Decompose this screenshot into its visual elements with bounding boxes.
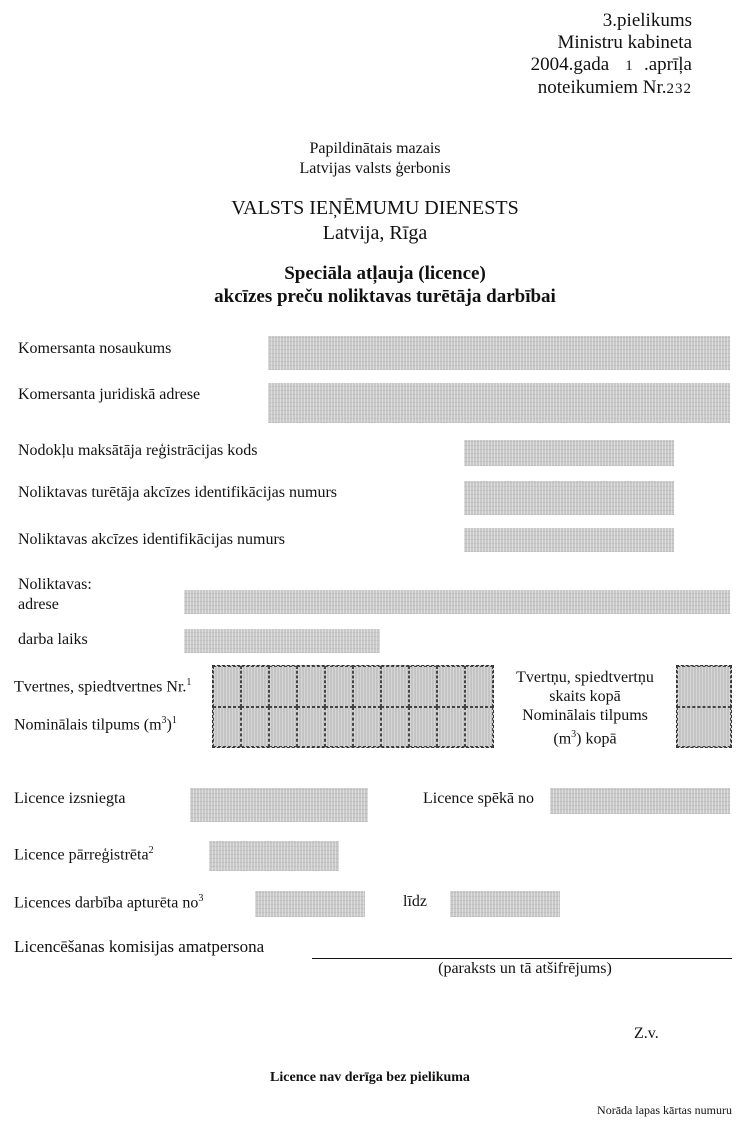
volume-cell (381, 707, 409, 748)
volume-cell (297, 707, 325, 748)
volume-cell (353, 707, 381, 748)
holder-id-label: Noliktavas turētāja akcīzes identifikācijas numurs (18, 484, 337, 501)
tank-cell (213, 666, 241, 707)
issued-field (190, 788, 368, 822)
volume-cell (241, 707, 269, 748)
until-label: līdz (403, 893, 427, 910)
suspended-from-field (255, 891, 365, 917)
tank-cell (465, 666, 493, 707)
signature-caption: (paraksts un tā atšifrējums) (438, 960, 612, 977)
tank-cell (241, 666, 269, 707)
reregistered-label: Licence pārreģistrēta$^2$ (14, 845, 154, 864)
issued-label: Licence izsniegta (14, 790, 126, 807)
valid-from-label: Licence spēkā no (423, 790, 535, 807)
agency-block (150, 196, 600, 246)
address-label: adrese (18, 596, 59, 613)
agency-location: Latvija, Rīga (322, 222, 428, 244)
warehouse-id-field (464, 528, 674, 552)
tank-cell (269, 666, 297, 707)
holder-id-field (464, 481, 674, 515)
tank-cell (297, 666, 325, 707)
merchant-address-label: Komersanta juridiskā adrese (18, 386, 201, 403)
hours-label: darba laiks (18, 631, 88, 648)
merchant-name-field (268, 336, 730, 370)
valid-from-field (550, 788, 730, 814)
official-label: Licencēšanas komisijas amatpersona (14, 937, 265, 956)
tanks-grid (212, 665, 494, 748)
emblem-note: Papildinātais mazais Latvijas valsts ģerbonis (299, 140, 451, 177)
appendix-line1: 3.pielikums (602, 10, 692, 31)
volume-cell (409, 707, 437, 748)
page-note: Norāda lapas kārtas numuru (597, 1103, 732, 1117)
volume-total-cell (677, 707, 731, 748)
suspended-until-field (450, 891, 560, 917)
volume-cell (213, 707, 241, 748)
appendix-header (531, 10, 692, 100)
appendix-line4: noteikumiem Nr.232 (537, 77, 692, 98)
hours-field (184, 629, 380, 653)
merchant-name-label: Komersanta nosaukums (18, 340, 172, 357)
volume-cell (325, 707, 353, 748)
volume-cell (465, 707, 493, 748)
document-title: Speciāla atļauja (licence) akcīzes preču noliktavas turētāja darbībai (214, 263, 556, 307)
warehouse-id-label: Noliktavas akcīzes identifikācijas numurs (18, 531, 286, 548)
seal-mark: Z.v. (634, 1025, 659, 1042)
volume-cell (269, 707, 297, 748)
tanks-total-grid (676, 665, 732, 748)
tank-cell (409, 666, 437, 707)
warehouse-address-field (184, 590, 730, 614)
tanks-total-label: Tvertņu, spiedtvertņu skaits kopā Nominālais tilpums $(m^3)$ kopā (516, 669, 654, 748)
warehouse-block (18, 575, 92, 615)
validity-note: Licence nav derīga bez pielikuma (270, 1070, 470, 1085)
agency-name: VALSTS IEŅĒMUMU DIENESTS (231, 197, 519, 219)
merchant-address-field (268, 383, 730, 423)
tax-code-field (464, 440, 674, 466)
appendix-line2: Ministru kabineta (557, 32, 692, 53)
tanks-total-cell (677, 666, 731, 707)
tanks-nr-label: Tvertnes, spiedtvertnes Nr.$^1$ (14, 677, 192, 696)
tank-cell (325, 666, 353, 707)
tax-code-label: Nodokļu maksātāja reģistrācijas kods (18, 442, 258, 459)
volume-cell (437, 707, 465, 748)
appendix-line3: 2004.gada 1 .aprīļa (530, 54, 692, 75)
suspended-label: Licences darbība apturēta $no^3$ (14, 893, 204, 912)
signature-line (312, 958, 732, 959)
tank-cell (437, 666, 465, 707)
warehouse-label: Noliktavas: (18, 576, 92, 593)
volume-label: Nominālais tilpums $(m^3)^1$ (14, 715, 177, 734)
tank-cell (381, 666, 409, 707)
tank-cell (353, 666, 381, 707)
reregistered-field (209, 841, 339, 871)
